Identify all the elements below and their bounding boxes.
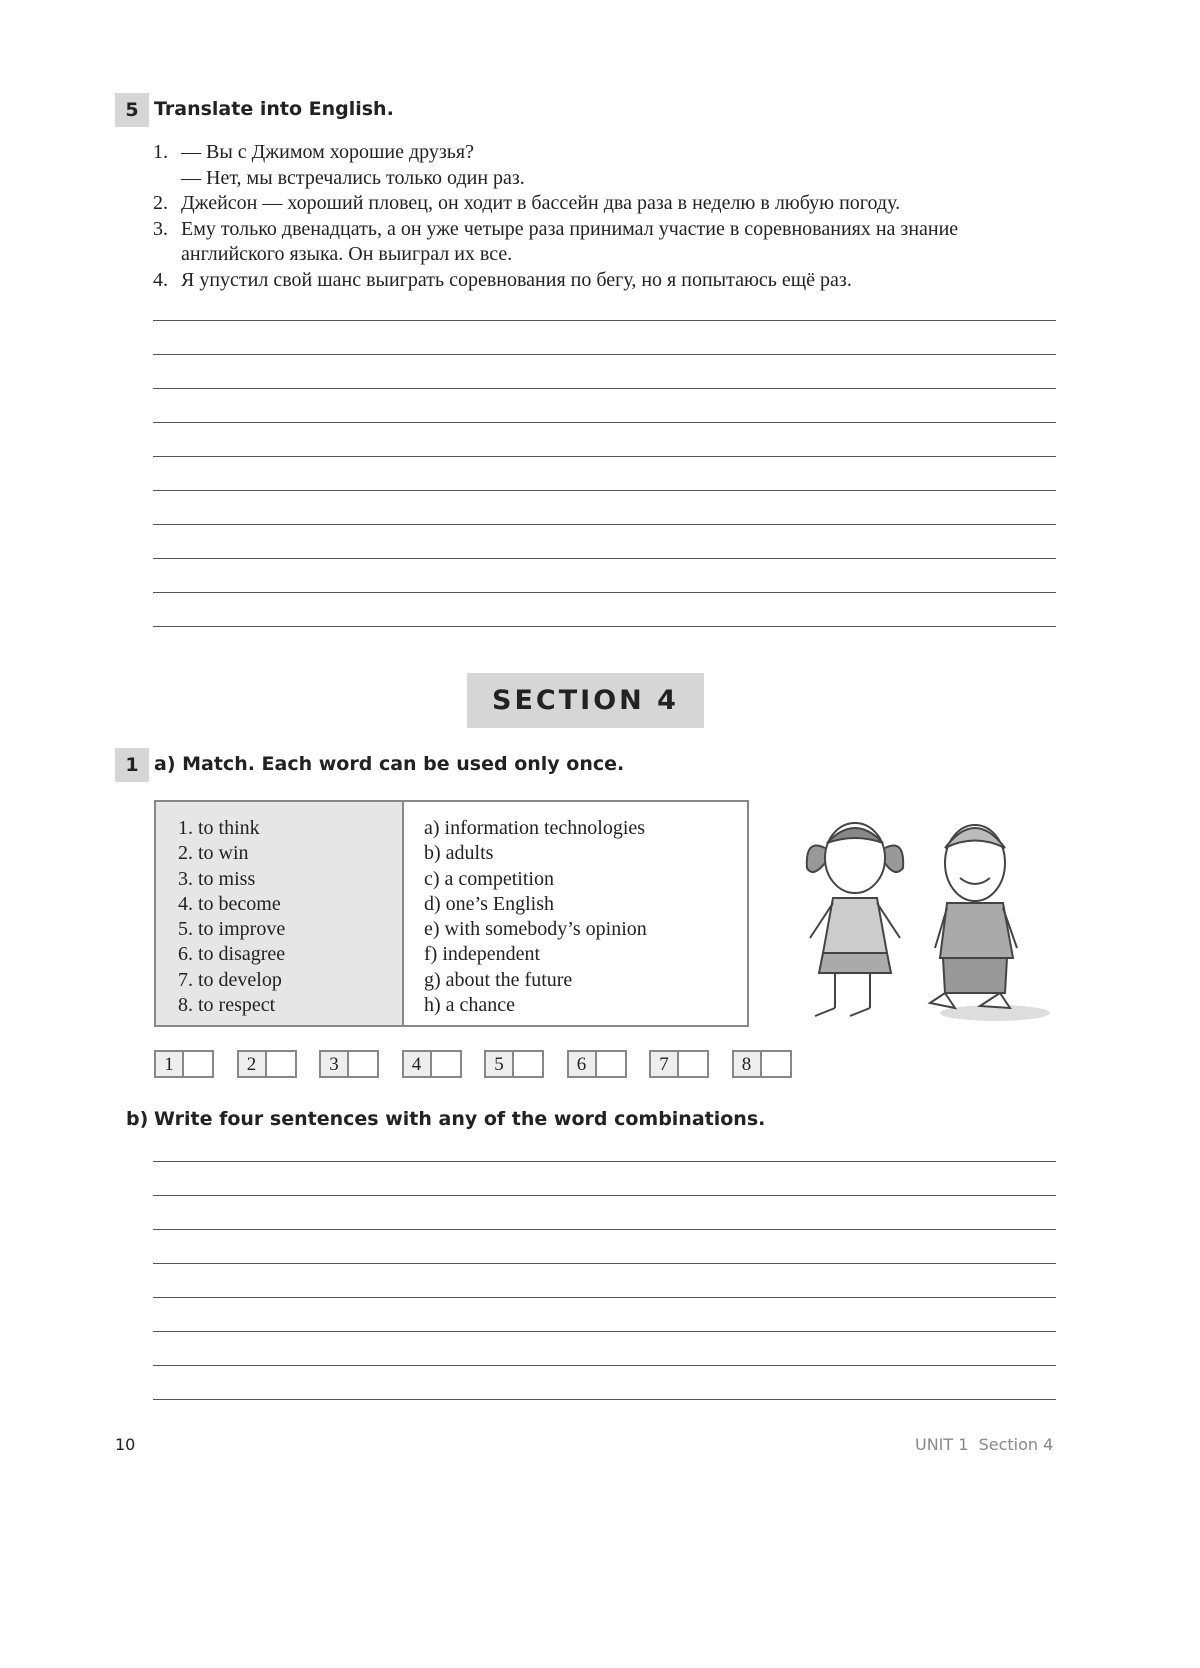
match-item: h) a chance [424, 994, 516, 1017]
match-item: b) adults [424, 842, 494, 865]
answer-line[interactable] [153, 490, 1056, 491]
answer-input[interactable] [267, 1052, 295, 1076]
answer-number: 5 [486, 1052, 514, 1076]
task-title: Translate into English. [154, 98, 394, 120]
item-number: 3. [153, 217, 168, 240]
task-title: a) Match. Each word can be used only once. [154, 753, 625, 775]
answer-input[interactable] [432, 1052, 460, 1076]
answer-box [154, 1050, 214, 1078]
item-number [153, 242, 181, 268]
task-number: 1 [115, 748, 149, 782]
answer-line[interactable] [153, 1229, 1056, 1230]
item-text: Я упустил свой шанс выиграть соревнования по бегу, но я попытаюсь ещё раз. [181, 268, 852, 291]
answer-box [237, 1050, 297, 1078]
running-footer [915, 1435, 1053, 1454]
section-heading: SECTION 4 [467, 673, 704, 728]
matching-column-phrases [404, 802, 747, 1025]
match-item: c) a competition [424, 867, 554, 890]
matching-table [154, 800, 749, 1027]
item-text: английского языка. Он выиграл их все. [181, 243, 513, 265]
task-b-label: b) [126, 1108, 149, 1130]
item-number: 4. [153, 268, 168, 291]
answer-input[interactable] [679, 1052, 707, 1076]
match-item: a) information technologies [424, 817, 646, 839]
children-illustration [795, 808, 1055, 1023]
match-item: g) about the future [424, 968, 573, 991]
list-item [153, 166, 958, 192]
answer-line[interactable] [153, 1399, 1056, 1400]
answer-number: 3 [321, 1052, 349, 1076]
answer-box [732, 1050, 792, 1078]
answer-line[interactable] [153, 456, 1056, 457]
item-number: 1. [153, 141, 168, 163]
match-item: 8. to respect [178, 994, 276, 1017]
match-item: 5. to improve [178, 918, 286, 941]
answer-line[interactable] [153, 1263, 1056, 1264]
item-text: — Вы с Джимом хорошие друзья? [181, 141, 474, 163]
item-text: Джейсон — хороший пловец, он ходит в бассейн два раза в неделю в любую погоду. [181, 192, 901, 214]
match-item: f) independent [424, 943, 541, 966]
match-item: 1. to think [178, 817, 260, 839]
match-item: 3. to miss [178, 867, 256, 890]
answer-line[interactable] [153, 1365, 1056, 1366]
match-item: 4. to become [178, 892, 281, 915]
answer-line[interactable] [153, 626, 1056, 627]
answer-line[interactable] [153, 388, 1056, 389]
answer-number: 1 [156, 1052, 184, 1076]
list-item [153, 191, 958, 217]
item-text: Ему только двенадцать, а он уже четыре раза принимал участие в соревнованиях на знание [181, 217, 959, 240]
answer-input[interactable] [597, 1052, 625, 1076]
answer-input[interactable] [349, 1052, 377, 1076]
answer-number: 2 [239, 1052, 267, 1076]
answer-line[interactable] [153, 592, 1056, 593]
answer-number: 4 [404, 1052, 432, 1076]
match-item: 2. to win [178, 842, 249, 865]
answer-input[interactable] [514, 1052, 542, 1076]
translation-list [153, 140, 958, 293]
answer-box [402, 1050, 462, 1078]
item-text: — Нет, мы встречались только один раз. [181, 166, 525, 189]
task-b-title: Write four sentences with any of the word combinations. [154, 1108, 766, 1130]
answer-box [484, 1050, 544, 1078]
answer-box [319, 1050, 379, 1078]
answer-line[interactable] [153, 320, 1056, 321]
answer-line[interactable] [153, 1331, 1056, 1332]
answer-line[interactable] [153, 1195, 1056, 1196]
list-item [153, 268, 958, 294]
list-item [153, 217, 958, 243]
match-item: 7. to develop [178, 968, 282, 991]
match-item: e) with somebody’s opinion [424, 918, 647, 941]
answer-box [649, 1050, 709, 1078]
item-number [153, 166, 181, 192]
answer-line[interactable] [153, 524, 1056, 525]
matching-column-verbs [156, 802, 404, 1025]
page-number: 10 [115, 1435, 136, 1454]
answer-line[interactable] [153, 1161, 1056, 1162]
answer-number: 6 [569, 1052, 597, 1076]
item-number: 2. [153, 192, 168, 214]
answer-box [567, 1050, 627, 1078]
footer-unit: UNIT 1 [915, 1435, 969, 1454]
answer-number: 8 [734, 1052, 762, 1076]
footer-section: Section 4 [978, 1435, 1054, 1454]
answer-line[interactable] [153, 354, 1056, 355]
answer-line[interactable] [153, 1297, 1056, 1298]
answer-line[interactable] [153, 558, 1056, 559]
task-number: 5 [115, 93, 149, 127]
answer-input[interactable] [184, 1052, 212, 1076]
list-item [153, 140, 958, 166]
answer-line[interactable] [153, 422, 1056, 423]
answer-input[interactable] [762, 1052, 790, 1076]
match-item: d) one’s English [424, 892, 554, 915]
list-item [153, 242, 958, 268]
match-item: 6. to disagree [178, 943, 286, 966]
answer-number: 7 [651, 1052, 679, 1076]
